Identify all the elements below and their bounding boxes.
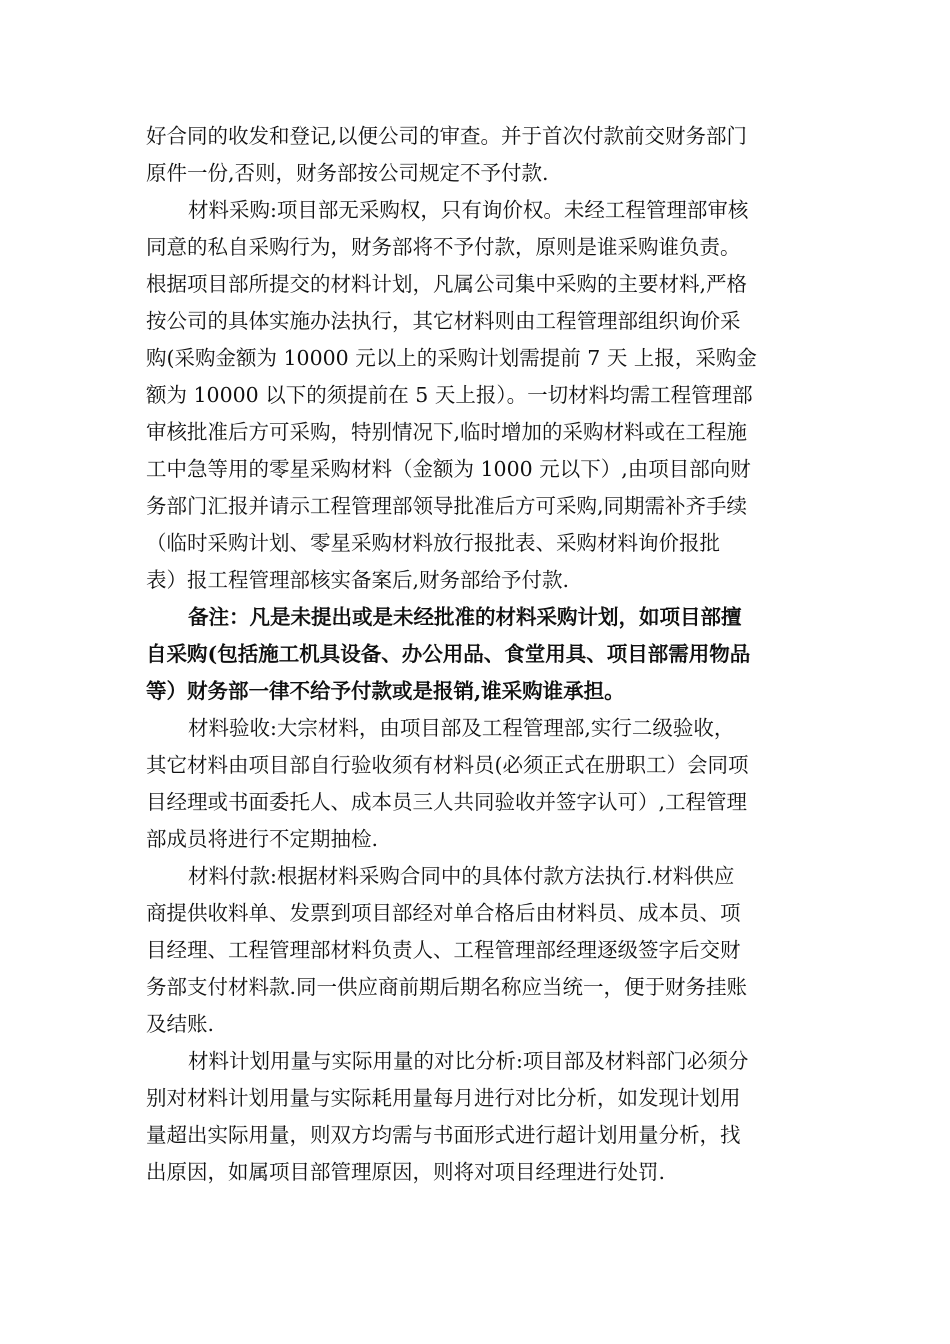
text-line: 出原因，如属项目部管理原因，则将对项目经理进行处罚. — [146, 1160, 666, 1184]
text-line: 原件一份,否则，财务部按公司规定不予付款. — [146, 161, 549, 185]
text-line: 商提供收料单、发票到项目部经对单合格后由材料员、成本员、项 — [146, 901, 741, 925]
text-line: 同意的私自采购行为，财务部将不予付款，原则是谁采购谁负责。 — [146, 235, 741, 259]
text-line: 好合同的收发和登记,以便公司的审查。并于首次付款前交财务部门 — [146, 124, 748, 148]
note-line: 自采购(包括施工机具设备、办公用品、食堂用具、项目部需用物品 — [146, 642, 751, 666]
text-line: 别对材料计划用量与实际耗用量每月进行对比分析，如发现计划用 — [146, 1086, 741, 1110]
text-line: 务部门汇报并请示工程管理部领导批准后方可采购,同期需补齐手续 — [146, 494, 748, 518]
document-page — [146, 118, 806, 1191]
text-line: 及结账. — [146, 1012, 215, 1036]
text-line: 目经理、工程管理部材料负责人、工程管理部经理逐级签字后交财 — [146, 938, 741, 962]
text-line: 其它材料由项目部自行验收须有材料员(必须正式在册职工）会同项 — [146, 753, 749, 777]
text-line: 购(采购金额为 10000 元以上的采购计划需提前 7 天 上报，采购金 — [146, 346, 757, 370]
paragraph-start-material-payment: 材料付款:根据材料采购合同中的具体付款方法执行.材料供应 — [188, 864, 735, 888]
paragraph-start-material-procurement: 材料采购:项目部无采购权，只有询价权。未经工程管理部审核 — [188, 198, 749, 222]
text-line: 根据项目部所提交的材料计划，凡属公司集中采购的主要材料,严格 — [146, 272, 748, 296]
text-line: 工中急等用的零星采购材料（金额为 1000 元以下）,由项目部向财 — [146, 457, 751, 481]
text-line: （临时采购计划、零星采购材料放行报批表、采购材料询价报批 — [146, 531, 720, 555]
text-line: 额为 10000 以下的须提前在 5 天上报）。一切材料均需工程管理部 — [146, 383, 753, 407]
text-line: 量超出实际用量，则双方均需与书面形式进行超计划用量分析，找 — [146, 1123, 741, 1147]
text-line: 表）报工程管理部核实备案后,财务部给予付款. — [146, 568, 570, 592]
text-line: 部成员将进行不定期抽检. — [146, 827, 379, 851]
text-line: 审核批准后方可采购，特别情况下,临时增加的采购材料或在工程施 — [146, 420, 748, 444]
note-line: 等）财务部一律不给予付款或是报销,谁采购谁承担。 — [146, 679, 625, 703]
paragraph-start-material-acceptance: 材料验收:大宗材料，由项目部及工程管理部,实行二级验收， — [188, 716, 735, 740]
paragraph-start-usage-analysis: 材料计划用量与实际用量的对比分析:项目部及材料部门必须分 — [188, 1049, 749, 1073]
text-line: 按公司的具体实施办法执行，其它材料则由工程管理部组织询价采 — [146, 309, 741, 333]
paragraph-start-note: 备注：凡是未提出或是未经批准的材料采购计划，如项目部擅 — [188, 605, 742, 629]
text-line: 务部支付材料款.同一供应商前期后期名称应当统一，便于财务挂账 — [146, 975, 748, 999]
text-line: 目经理或书面委托人、成本员三人共同验收并签字认可）,工程管理 — [146, 790, 748, 814]
